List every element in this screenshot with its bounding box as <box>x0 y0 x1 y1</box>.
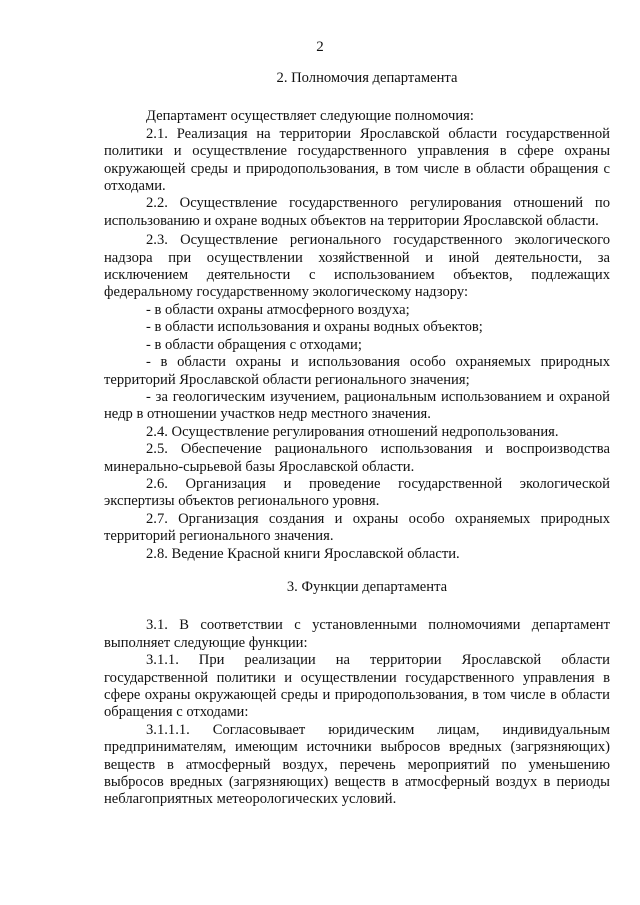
bullet-atmosphere: - в области охраны атмосферного воздуха; <box>146 301 410 318</box>
section-3-heading: 3. Функции департамента <box>286 578 448 595</box>
item-3-1-1-1: 3.1.1.1. Согласовывает юридическим лицам, индивидуальным предпринимателям, имеющим источники выбросов вредных (загрязняющих) веществ в атмосферный воздух, перечень мероприятий по уменьшению выбросов вредных (загрязняющих) веществ в атмосферный воздух в периоды неблагоприятных метеорологических условий. <box>104 721 610 808</box>
item-2-6: 2.6. Организация и проведение государственной экологической экспертизы объектов регионального уровня. <box>104 475 610 510</box>
page-number: 2 <box>316 39 324 55</box>
bullet-subsoil: - за геологическим изучением, рациональным использованием и охраной недр в отношении участков недр местного значения. <box>104 388 610 423</box>
section-2-heading: 2. Полномочия департамента <box>276 70 458 86</box>
section-2-intro: Департамент осуществляет следующие полномочия: <box>146 108 474 125</box>
item-3-1-1: 3.1.1. При реализации на территории Ярославской области государственной политики и осуществлении государственного управления в сфере охраны окружающей среды и природопользования, в том числе в области обращения с отходами: <box>104 652 610 721</box>
item-2-8: 2.8. Ведение Красной книги Ярославской области. <box>146 545 460 562</box>
item-2-5: 2.5. Обеспечение рационального использования и воспроизводства минерально-сырьевой базы Ярославской области. <box>104 441 610 475</box>
bullet-water: - в области использования и охраны водных объектов; <box>146 319 483 336</box>
bullet-waste: - в области обращения с отходами; <box>146 336 362 353</box>
item-3-1: 3.1. В соответствии с установленными полномочиями департамент выполняет следующие функции: <box>104 617 610 651</box>
item-2-7: 2.7. Организация создания и охраны особо охраняемых природных территорий регионального значения. <box>104 510 610 545</box>
item-2-3: 2.3. Осуществление регионального государственного экологического надзора при осуществлении хозяйственной и иной деятельности, за исключением деятельности с использованием объектов, подлежащих федеральному государственному экологическому надзору: <box>104 232 610 301</box>
item-2-2: 2.2. Осуществление государственного регулирования отношений по использованию и охране водных объектов на территории Ярославской области. <box>104 195 610 229</box>
item-2-4: 2.4. Осуществление регулирования отношений недропользования. <box>146 423 559 440</box>
document-body <box>104 70 610 809</box>
item-2-1: 2.1. Реализация на территории Ярославской области государственной политики и осуществление государственного управления в сфере охраны окружающей среды и природопользования, в том числе в области обращения с отходами. <box>104 125 610 195</box>
bullet-protected-areas: - в области охраны и использования особо охраняемых природных территорий Ярославской области регионального значения; <box>104 354 610 388</box>
